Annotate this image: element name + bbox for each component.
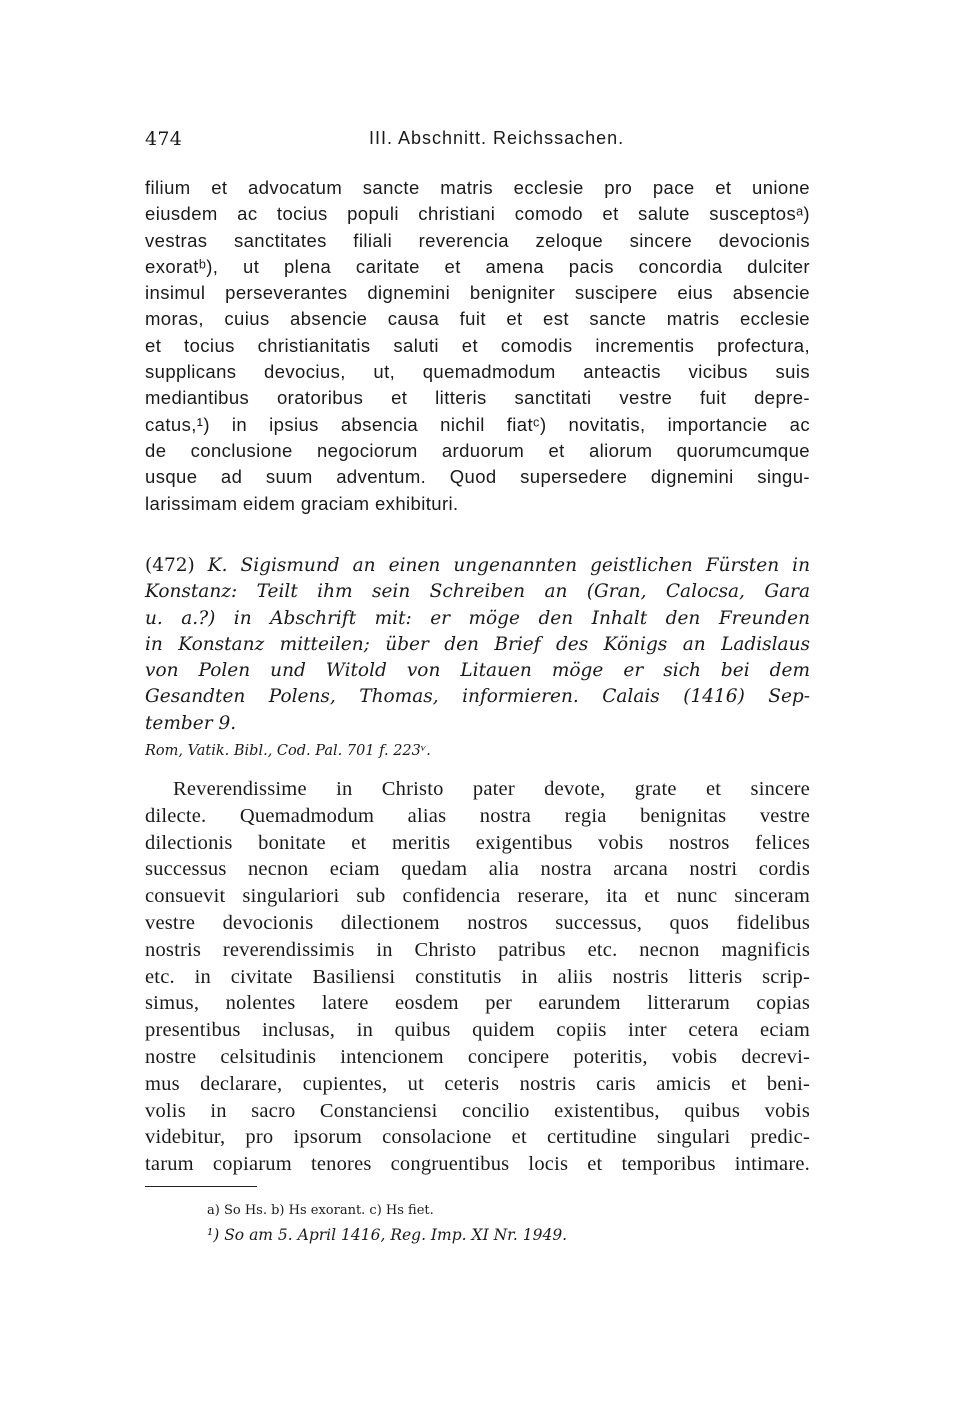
text-line: filium et advocatum sancte matris ecclesie pro pace et unione <box>145 177 810 198</box>
text-line: presentibus inclusas, in quibus quidem copiis inter cetera eciam <box>145 1019 810 1042</box>
regest-line: Gesandten Polens, Thomas, informieren. Calais (1416) Sep- <box>145 686 810 708</box>
text-line: tarum copiarum tenores congruentibus locis et temporibus intimare. <box>145 1153 810 1176</box>
regest-entry <box>145 553 810 737</box>
regest-number: (472) <box>145 555 195 576</box>
letter-text <box>145 776 810 1178</box>
text-line: mus declarare, cupientes, ut ceteris nostris caris amicis et beni- <box>145 1072 810 1095</box>
document-page <box>145 0 810 1412</box>
text-line: vestre devocionis dilectionem nostros successus, quos fidelibus <box>145 911 810 934</box>
paragraph-continuation <box>145 175 810 517</box>
text-line: usque ad suum adventum. Quod supersedere dignemini singu- <box>145 466 810 488</box>
text-line: insimul perseverantes dignemini benigniter suscipere eius absencie <box>145 282 810 304</box>
regest-line: von Polen und Witold von Litauen möge er sich bei dem <box>145 660 810 682</box>
page-number: 474 <box>145 128 183 150</box>
text-line: catus,¹) in ipsius absencia nichil fiatᶜ) novitatis, importancie ac <box>145 413 810 435</box>
text-line: eiusdem ac tocius populi christiani comodo et salute susceptosᵃ) <box>145 203 810 225</box>
text-line: supplicans devocius, ut, quemadmodum anteactis vicibus suis <box>145 361 810 383</box>
text-line: et tocius christianitatis saluti et comodis incrementis profectura, <box>145 334 810 356</box>
section-title: III. Abschnitt. Reichssachen. <box>369 128 625 148</box>
text-line: larissimam eidem graciam exhibituri. <box>145 492 459 514</box>
text-line: de conclusione negociorum arduorum et aliorum quorumcumque <box>145 439 810 461</box>
text-line: videbitur, pro ipsorum consolacione et certitudine singulari predic- <box>145 1126 810 1149</box>
running-head <box>145 128 810 158</box>
text-line: volis in sacro Constanciensi concilio existentibus, quibus vobis <box>145 1099 810 1122</box>
regest-line: in Konstanz mitteilen; über den Brief des Königs an Ladislaus <box>145 633 810 655</box>
numbered-footnote: ¹) So am 5. April 1416, Reg. Imp. XI Nr. 1949. <box>207 1226 568 1244</box>
text-line: mediantibus oratoribus et litteris sanctitati vestre fuit depre- <box>145 387 810 409</box>
text-line: nostre celsitudinis intencionem concipere poteritis, vobis decrevi- <box>145 1045 810 1068</box>
textual-footnotes: a) So Hs. b) Hs exorant. c) Hs fiet. <box>207 1203 434 1218</box>
text-line: etc. in civitate Basiliensi constitutis in aliis nostris litteris scrip- <box>145 965 810 988</box>
text-line: simus, nolentes latere eosdem per earundem litterarum copias <box>145 992 810 1015</box>
regest-line: u. a.?) in Abschrift mit: er möge den Inhalt den Freunden <box>145 607 810 629</box>
text-line: consuevit singulariori sub confidencia reserare, ita et nunc sinceram <box>145 885 810 908</box>
text-line: vestras sanctitates filiali reverencia zeloque sincere devocionis <box>145 229 810 251</box>
text-line: moras, cuius absencie causa fuit et est sancte matris ecclesie <box>145 308 810 330</box>
manuscript-shelfmark: Rom, Vatik. Bibl., Cod. Pal. 701 f. 223ᵛ. <box>145 743 431 759</box>
text-line: dilecte. Quemadmodum alias nostra regia benignitas vestre <box>145 804 810 827</box>
text-line: nostris reverendissimis in Christo patribus etc. necnon magnificis <box>145 938 810 961</box>
regest-text: K. Sigismund an einen ungenannten geistlichen Fürsten in <box>207 555 810 576</box>
text-line: Reverendissime in Christo pater devote, grate et sincere <box>173 778 810 800</box>
regest-line: tember 9. <box>145 712 237 734</box>
text-line: successus necnon eciam quedam alia nostra arcana nostri cordis <box>145 858 810 881</box>
regest-line-first <box>145 553 810 579</box>
footnote-divider <box>145 1186 257 1187</box>
text-line: exoratᵇ), ut plena caritate et amena pacis concordia dulciter <box>145 255 810 277</box>
regest-line: Konstanz: Teilt ihm sein Schreiben an (Gran, Calocsa, Gara <box>145 581 810 603</box>
text-line: dilectionis bonitate et meritis exigentibus vobis nostros felices <box>145 831 810 854</box>
